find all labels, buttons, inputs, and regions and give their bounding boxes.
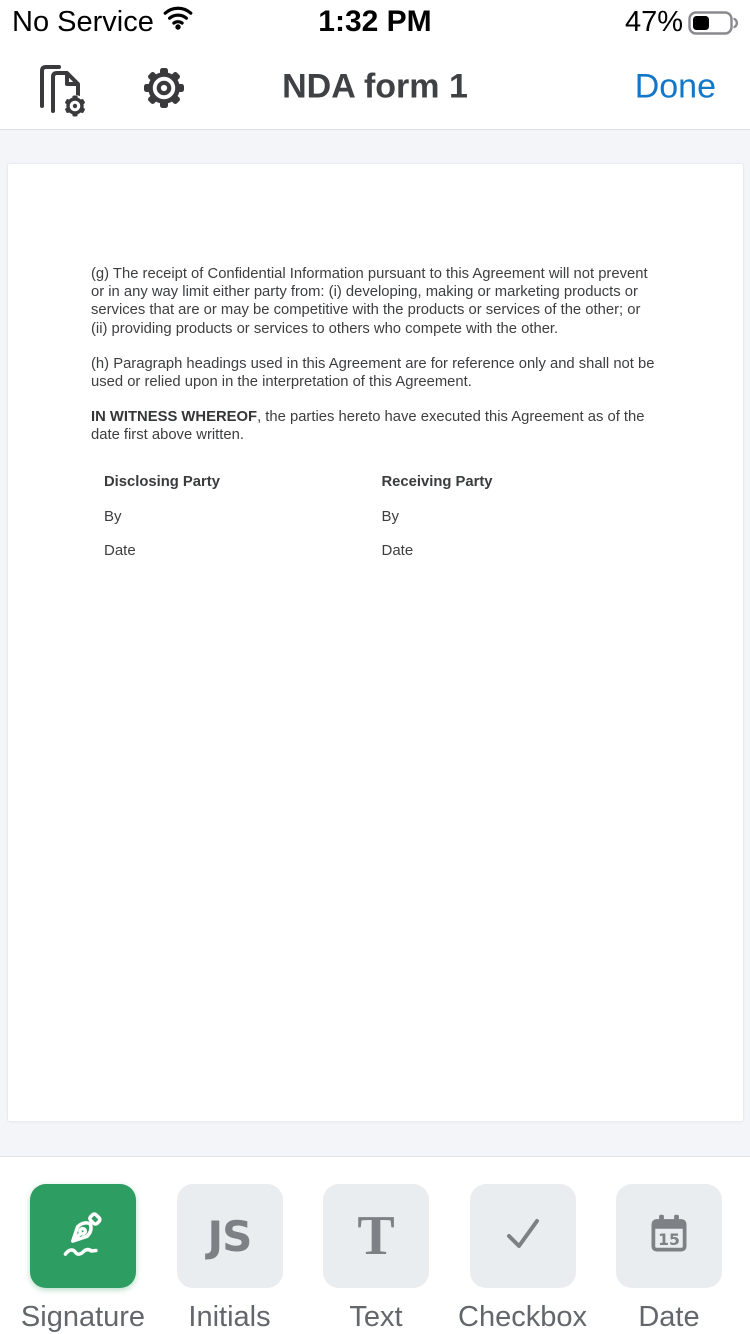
receiving-party-heading: Receiving Party (381, 473, 493, 490)
disclosing-party-heading: Disclosing Party (104, 473, 220, 490)
initials-js-icon: JS (207, 1211, 252, 1261)
disclosing-by-label: By (104, 507, 122, 525)
tool-button-initials[interactable] (177, 1184, 283, 1288)
disclosing-party-column (104, 473, 382, 561)
status-bar (0, 0, 750, 44)
disclosing-date-label: Date (104, 542, 136, 560)
signature-block (104, 473, 659, 561)
tool-checkbox[interactable] (458, 1184, 587, 1334)
receiving-by-label: By (381, 507, 400, 525)
tool-label-checkbox: Checkbox (458, 1301, 587, 1333)
tool-signature[interactable] (20, 1184, 146, 1334)
tool-text[interactable] (323, 1184, 429, 1334)
tool-label-date: Date (638, 1301, 700, 1333)
signature-pen-icon (52, 1203, 114, 1270)
tool-button-date[interactable] (616, 1184, 722, 1288)
witness-rest: , the parties hereto have executed this Agreement as of the date first above written. (91, 409, 645, 444)
nav-bar (0, 44, 750, 130)
clock: 1:32 PM (318, 5, 432, 38)
battery-fill (693, 16, 709, 30)
tool-button-text[interactable] (323, 1184, 429, 1288)
witness-bold: IN WITNESS WHEREOF (91, 409, 258, 426)
text-t-icon: T (357, 1205, 395, 1267)
document-page (7, 163, 744, 1122)
paragraph-g: (g) The receipt of Confidential Information pursuant to this Agreement will not prevent or in any way limit either party from: (i) developing, making or marketing products or services that are or may be competitive with the products or services of the other; or (ii) providing products or services to others who compete with the other. (91, 266, 648, 337)
tool-label-initials: Initials (188, 1301, 271, 1333)
paragraph-h: (h) Paragraph headings used in this Agreement are for reference only and shall not be used or relied upon in the interpretation of this Agreement. (91, 355, 655, 391)
settings-gear-icon[interactable] (134, 57, 194, 117)
wifi-icon (161, 5, 195, 39)
receiving-date-label: Date (381, 542, 414, 560)
receiving-party-column (382, 473, 660, 561)
calendar-icon (644, 1209, 694, 1264)
battery-icon (688, 10, 740, 34)
battery-percent: 47% (624, 5, 683, 38)
paragraph-witness (91, 408, 659, 444)
tool-label-signature: Signature (20, 1301, 146, 1333)
tool-button-signature[interactable] (30, 1184, 136, 1288)
carrier-label: No Service (12, 5, 154, 38)
tool-initials[interactable] (177, 1184, 283, 1334)
tool-label-text: Text (349, 1301, 403, 1333)
document-settings-icon[interactable] (30, 57, 90, 117)
calendar-day-number: 15 (658, 1230, 680, 1249)
document-scroll-area[interactable] (0, 130, 750, 1156)
checkmark-icon (497, 1208, 549, 1265)
tool-button-checkbox[interactable] (470, 1184, 576, 1288)
done-button[interactable]: Done (634, 67, 716, 105)
tool-date[interactable] (616, 1184, 722, 1334)
annotation-toolbar (0, 1156, 750, 1334)
page-title: NDA form 1 (282, 67, 468, 105)
